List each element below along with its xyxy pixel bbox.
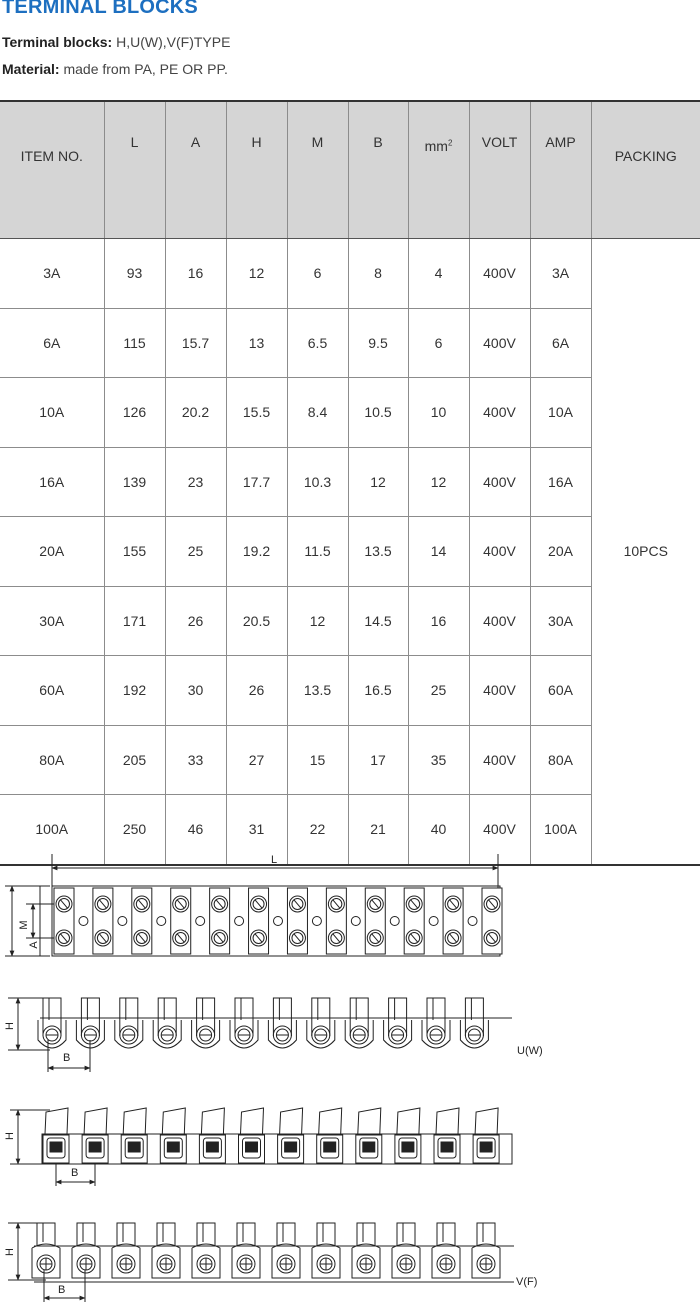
terminal-cell	[210, 888, 230, 954]
header-mm-sup: 2	[447, 138, 453, 148]
box-clamp-screw	[50, 1142, 62, 1152]
vf-strip	[32, 1223, 514, 1282]
terminal-post	[397, 1223, 415, 1246]
material-value: made from PA, PE OR PP.	[63, 61, 228, 77]
vf-type-label: V(F)	[516, 1276, 538, 1288]
box-clamp-screw	[441, 1142, 453, 1152]
terminal-post	[317, 1223, 335, 1246]
cell-h: 19.2	[226, 517, 287, 587]
vf-dimension-lines	[8, 1223, 514, 1302]
cell-volt: 400V	[469, 656, 530, 726]
terminal-post	[120, 998, 138, 1036]
mount-hole	[79, 917, 88, 926]
cell-a: 25	[165, 517, 226, 587]
cell-m: 10.3	[287, 447, 348, 517]
terminal-post	[81, 998, 99, 1036]
dim-a-label: A	[28, 941, 40, 949]
cell-h: 27	[226, 725, 287, 795]
cell-item: 3A	[0, 239, 104, 309]
cell-h: 31	[226, 795, 287, 865]
cell-b: 9.5	[348, 308, 408, 378]
box-clamp-screw	[324, 1142, 336, 1152]
mount-hole	[274, 917, 283, 926]
box-clamp-screw	[167, 1142, 179, 1152]
material-line	[2, 61, 228, 77]
terminal-post	[358, 1108, 381, 1134]
terminal-cell	[171, 888, 191, 954]
top-strip	[52, 886, 502, 956]
cell-a: 23	[165, 447, 226, 517]
cell-packing: 10PCS	[591, 239, 700, 865]
cell-volt: 400V	[469, 795, 530, 865]
mount-hole	[351, 917, 360, 926]
cell-a: 26	[165, 586, 226, 656]
mount-hole	[235, 917, 244, 926]
terminal-post	[235, 998, 253, 1036]
terminal-post	[162, 1108, 185, 1134]
cell-amp: 80A	[530, 725, 591, 795]
terminal-post	[427, 998, 445, 1036]
cell-a: 15.7	[165, 308, 226, 378]
cell-l: 93	[104, 239, 165, 309]
cell-a: 20.2	[165, 378, 226, 448]
cell-h: 12	[226, 239, 287, 309]
cell-b: 21	[348, 795, 408, 865]
cell-a: 30	[165, 656, 226, 726]
box-clamp-screw	[363, 1142, 375, 1152]
cell-item: 80A	[0, 725, 104, 795]
mount-hole	[157, 917, 166, 926]
types-value: H,U(W),V(F)TYPE	[116, 34, 231, 50]
terminal-post	[273, 998, 291, 1036]
cell-m: 6.5	[287, 308, 348, 378]
terminal-cell	[93, 888, 113, 954]
cell-mm: 35	[408, 725, 469, 795]
cell-b: 8	[348, 239, 408, 309]
header-packing: PACKING	[591, 101, 700, 239]
cell-mm: 40	[408, 795, 469, 865]
cell-a: 46	[165, 795, 226, 865]
cell-mm: 25	[408, 656, 469, 726]
cell-item: 60A	[0, 656, 104, 726]
cell-item: 6A	[0, 308, 104, 378]
box-strip	[42, 1108, 512, 1164]
cell-mm: 10	[408, 378, 469, 448]
mount-hole	[429, 917, 438, 926]
terminal-post	[123, 1108, 146, 1134]
box-clamp-screw	[480, 1142, 492, 1152]
cell-h: 20.5	[226, 586, 287, 656]
cell-mm: 14	[408, 517, 469, 587]
header-b: B	[348, 101, 408, 239]
cell-volt: 400V	[469, 586, 530, 656]
cell-amp: 3A	[530, 239, 591, 309]
terminal-post	[350, 998, 368, 1036]
types-label: Terminal blocks:	[2, 34, 113, 50]
cell-l: 126	[104, 378, 165, 448]
vf-view-drawing	[4, 1223, 537, 1302]
cell-amp: 10A	[530, 378, 591, 448]
mount-hole	[390, 917, 399, 926]
terminal-post	[475, 1108, 498, 1134]
types-line	[2, 34, 230, 50]
cell-l: 115	[104, 308, 165, 378]
cell-volt: 400V	[469, 308, 530, 378]
cell-mm: 12	[408, 447, 469, 517]
terminal-post	[312, 998, 330, 1036]
terminal-post	[437, 1223, 455, 1246]
top-view-drawing	[5, 854, 502, 956]
cell-volt: 400V	[469, 725, 530, 795]
terminal-cell	[365, 888, 385, 954]
box-view-drawing	[4, 1108, 512, 1186]
cell-a: 16	[165, 239, 226, 309]
box-dim-h: H	[4, 1132, 16, 1140]
cell-mm: 16	[408, 586, 469, 656]
cell-m: 22	[287, 795, 348, 865]
box-clamp-screw	[246, 1142, 258, 1152]
cell-item: 100A	[0, 795, 104, 865]
terminal-post	[237, 1223, 255, 1246]
cell-mm: 4	[408, 239, 469, 309]
terminal-post	[117, 1223, 135, 1246]
page-title: TERMINAL BLOCKS	[2, 0, 198, 18]
header-mm2	[408, 101, 469, 239]
cell-l: 171	[104, 586, 165, 656]
mount-hole	[468, 917, 477, 926]
vf-dim-b: B	[58, 1284, 66, 1296]
terminal-post	[277, 1223, 295, 1246]
terminal-post	[241, 1108, 264, 1134]
cell-volt: 400V	[469, 447, 530, 517]
cell-l: 155	[104, 517, 165, 587]
cell-amp: 30A	[530, 586, 591, 656]
cell-item: 10A	[0, 378, 104, 448]
box-clamp-screw	[285, 1142, 297, 1152]
cell-b: 12	[348, 447, 408, 517]
box-clamp-screw	[128, 1142, 140, 1152]
cell-amp: 6A	[530, 308, 591, 378]
cell-amp: 100A	[530, 795, 591, 865]
cell-l: 250	[104, 795, 165, 865]
cell-l: 205	[104, 725, 165, 795]
terminal-post	[77, 1223, 95, 1246]
cell-item: 16A	[0, 447, 104, 517]
terminal-post	[157, 1223, 175, 1246]
header-m: M	[287, 101, 348, 239]
vf-dim-h: H	[4, 1248, 16, 1256]
terminal-post	[43, 998, 61, 1036]
cell-amp: 20A	[530, 517, 591, 587]
cell-mm: 6	[408, 308, 469, 378]
uw-strip	[38, 998, 488, 1048]
cell-l: 139	[104, 447, 165, 517]
cell-volt: 400V	[469, 517, 530, 587]
cell-m: 15	[287, 725, 348, 795]
cell-b: 13.5	[348, 517, 408, 587]
cell-volt: 400V	[469, 239, 530, 309]
box-clamp-screw	[206, 1142, 218, 1152]
terminal-post	[197, 1223, 215, 1246]
header-mm: mm	[424, 138, 448, 154]
cell-h: 13	[226, 308, 287, 378]
terminal-post	[84, 1108, 107, 1134]
cell-m: 12	[287, 586, 348, 656]
uw-dim-b: B	[63, 1052, 71, 1064]
material-label: Material:	[2, 61, 60, 77]
mount-hole	[312, 917, 321, 926]
terminal-post	[436, 1108, 459, 1134]
uw-type-label: U(W)	[517, 1045, 543, 1057]
cell-amp: 60A	[530, 656, 591, 726]
terminal-cell	[132, 888, 152, 954]
terminal-post	[201, 1108, 224, 1134]
cell-h: 26	[226, 656, 287, 726]
dim-l-label: L	[271, 854, 278, 866]
cell-b: 16.5	[348, 656, 408, 726]
table-row	[0, 239, 700, 309]
cell-l: 192	[104, 656, 165, 726]
spec-table	[0, 100, 700, 866]
header-a: A	[165, 101, 226, 239]
cell-item: 30A	[0, 586, 104, 656]
terminal-post	[158, 998, 176, 1036]
header-h: H	[226, 101, 287, 239]
cell-m: 6	[287, 239, 348, 309]
terminal-cell	[482, 888, 502, 954]
terminal-cell	[54, 888, 74, 954]
header-amp: AMP	[530, 101, 591, 239]
cell-b: 17	[348, 725, 408, 795]
uw-dim-h: H	[4, 1022, 16, 1030]
box-dim-b: B	[71, 1167, 79, 1179]
terminal-cell	[443, 888, 463, 954]
terminal-cell	[249, 888, 269, 954]
cell-b: 10.5	[348, 378, 408, 448]
terminal-cell	[404, 888, 424, 954]
cell-b: 14.5	[348, 586, 408, 656]
terminal-post	[397, 1108, 420, 1134]
header-l: L	[104, 101, 165, 239]
cell-m: 11.5	[287, 517, 348, 587]
table-header-row	[0, 101, 700, 239]
terminal-cell	[326, 888, 346, 954]
terminal-post	[45, 1108, 68, 1134]
terminal-post	[37, 1223, 55, 1246]
dim-m-label: M	[18, 920, 30, 930]
mount-hole	[196, 917, 205, 926]
mount-hole	[118, 917, 127, 926]
header-volt: VOLT	[469, 101, 530, 239]
cell-amp: 16A	[530, 447, 591, 517]
cell-h: 15.5	[226, 378, 287, 448]
box-clamp-screw	[89, 1142, 101, 1152]
terminal-post	[280, 1108, 303, 1134]
cell-h: 17.7	[226, 447, 287, 517]
terminal-post	[319, 1108, 342, 1134]
cell-item: 20A	[0, 517, 104, 587]
cell-a: 33	[165, 725, 226, 795]
header-item-no: ITEM NO.	[0, 101, 104, 239]
cell-m: 8.4	[287, 378, 348, 448]
terminal-cell	[287, 888, 307, 954]
terminal-post	[389, 998, 407, 1036]
cell-m: 13.5	[287, 656, 348, 726]
terminal-post	[477, 1223, 495, 1246]
uw-view-drawing	[4, 998, 543, 1072]
cell-volt: 400V	[469, 378, 530, 448]
terminal-post	[357, 1223, 375, 1246]
box-clamp-screw	[402, 1142, 414, 1152]
terminal-post	[465, 998, 483, 1036]
terminal-post	[197, 998, 215, 1036]
strip-body	[52, 886, 500, 956]
technical-drawings	[0, 830, 700, 1303]
